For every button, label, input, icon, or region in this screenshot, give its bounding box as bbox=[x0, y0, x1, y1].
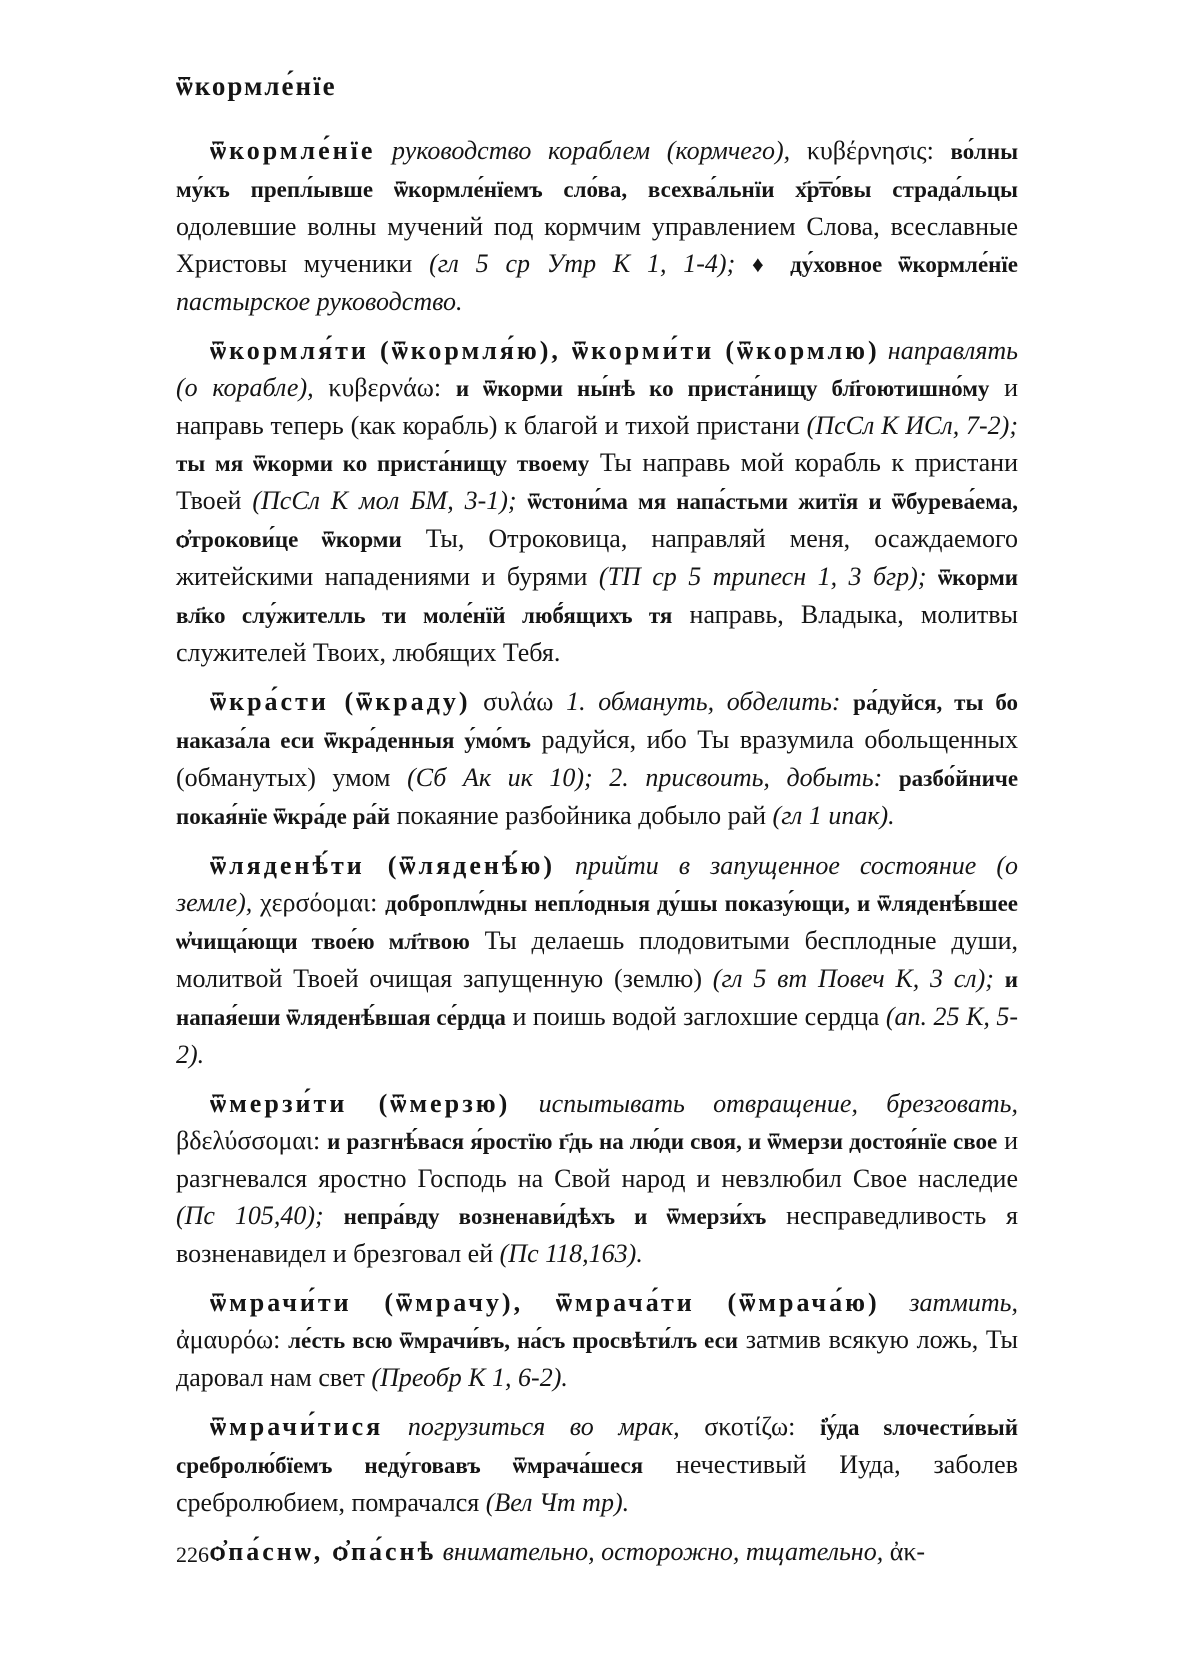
dictionary-entry bbox=[176, 1085, 1018, 1272]
entry-definition: затмить, bbox=[909, 1288, 1018, 1317]
greek-equivalent: βδελύσσομαι: bbox=[176, 1126, 321, 1155]
russian-translation: радуйся, ибо Ты вразумила обольщенных (обманутых) умом bbox=[176, 725, 1018, 792]
entry-definition: 1. обмануть, обделить: bbox=[566, 687, 841, 716]
entry-headword: ѿкормле́нїе bbox=[210, 136, 376, 165]
entry-headword: ѿмрачи́ти (ѿмрачу), ѿмрача́ти (ѿмрача́ю) bbox=[210, 1288, 880, 1317]
entry-headword: ѿкормля́ти (ѿкормля́ю), ѿкорми́ти (ѿкормлю) bbox=[210, 336, 880, 365]
church-slavonic-quote: ты мя ѿкорми ко приста́нищу твоему bbox=[176, 451, 590, 476]
church-slavonic-quote: и разгнѣ́вася я́ростїю г҃дь на лю́ди своя, и ѿмерзи достоя́нїе свое bbox=[327, 1129, 998, 1154]
russian-translation: покаяние разбойника добыло рай bbox=[396, 801, 767, 830]
source-reference: (Пс 105,40); bbox=[176, 1201, 324, 1230]
entry-headword: ѻ҆па́снѡ, ѻ҆па́снѣ bbox=[210, 1537, 437, 1566]
church-slavonic-quote: ле́сть всю ѿмрачи́въ, на́съ просвѣти́лъ еси bbox=[288, 1328, 739, 1353]
source-reference: (ПсСл К ИСл, 7-2); bbox=[806, 411, 1019, 440]
greek-equivalent: χερσόομαι: bbox=[260, 888, 378, 917]
church-slavonic-quote: непра́вду возненави́дѣхъ и ѿмерзи́хъ bbox=[343, 1204, 767, 1229]
church-slavonic-quote: ѿкорми вл҃ко слу́жителль ти моле́нїй люб́ящихъ тя bbox=[176, 565, 1018, 628]
russian-translation: затмив всякую ложь, Ты даровал нам свет bbox=[176, 1325, 1018, 1392]
dictionary-entry bbox=[176, 1284, 1018, 1396]
russian-translation: Ты направь мой корабль к пристани Твоей bbox=[176, 448, 1018, 515]
source-reference: (Сб Ак ик 10); bbox=[407, 763, 593, 792]
greek-equivalent: κυβερνάω: bbox=[328, 373, 442, 402]
church-slavonic-quote: доброплѡ́дны непл́одныя ду́шы показу́ющи, и ѿляденѣ́вшее ѡ҆чища́ющи твое́ю мл҃твою bbox=[176, 891, 1019, 954]
entry-headword: ѿмрачи́тися bbox=[210, 1412, 384, 1441]
russian-translation: Ты, Отроковица, направляй меня, осаждаемого житейскими нападениями и бурями bbox=[176, 524, 1019, 591]
entry-definition: внимательно, осторожно, тщательно, bbox=[442, 1537, 884, 1566]
dictionary-entry bbox=[176, 1533, 1018, 1570]
entry-headword: ѿляденѣ́ти (ѿляденѣ́ю) bbox=[210, 851, 555, 880]
russian-translation: несправедливость я возненавидел и брезговал ей bbox=[176, 1201, 1019, 1268]
church-slavonic-phrase: ♦ ду́ховное ѿкормле́нїе bbox=[752, 252, 1019, 277]
russian-translation: направь, Владыка, молитвы служителей Твоих, любящих Тебя. bbox=[176, 600, 1019, 667]
russian-translation: и направь теперь (как корабль) к благой и тихой пристани bbox=[176, 373, 1019, 440]
source-reference: (гл 1 ипак). bbox=[772, 801, 895, 830]
dictionary-entry bbox=[176, 132, 1018, 320]
entry-definition: погрузиться во мрак, bbox=[407, 1412, 680, 1441]
greek-equivalent: ἀκ- bbox=[889, 1537, 926, 1566]
entry-definition: руководство кораблем (кормчего), bbox=[392, 136, 791, 165]
dictionary-entry bbox=[176, 847, 1018, 1073]
entry-definition: прийти в запущенное состояние (о земле), bbox=[176, 851, 1018, 917]
entry-headword: ѿкра́сти (ѿкраду) bbox=[210, 687, 471, 716]
greek-equivalent: συλάω bbox=[483, 687, 554, 716]
entry-headword: ѿмерзи́ти (ѿмерзю) bbox=[210, 1089, 511, 1118]
entry-definition: 2. присвоить, добыть: bbox=[609, 763, 883, 792]
source-reference: (ап. 25 К, 5-2). bbox=[176, 1002, 1019, 1069]
greek-equivalent: κυβέρνησις: bbox=[806, 136, 934, 165]
running-head: ѿкормле́нїе bbox=[176, 71, 337, 101]
dictionary-entry bbox=[176, 332, 1018, 671]
church-slavonic-quote: разбо́йниче покая́нїе ѿкра́де ра́й bbox=[176, 766, 1019, 829]
source-reference: (гл 5 вт Повеч К, 3 сл); bbox=[712, 964, 994, 993]
dictionary-entry bbox=[176, 1408, 1018, 1521]
greek-equivalent: σκοτίζω: bbox=[704, 1412, 796, 1441]
entry-definition: направлять (о корабле), bbox=[176, 336, 1019, 402]
source-reference: (гл 5 ср Утр К 1, 1-4); bbox=[429, 249, 736, 278]
russian-translation: и разгневался яростно Господь на Свой народ и невзлюбил Свое наследие bbox=[176, 1126, 1019, 1193]
church-slavonic-quote: і҆у́да ѕлочести́вый сребролю́бїемъ неду́говавъ ѿмрача́шеся bbox=[176, 1415, 1019, 1478]
source-reference: (Пс 118,163). bbox=[499, 1239, 643, 1268]
dictionary-entry bbox=[176, 683, 1018, 835]
phrase-definition: пастырское руководство. bbox=[176, 287, 463, 316]
church-slavonic-quote: и ѿкорми ны́нѣ ко приста́нищу бл҃гоютишно́му bbox=[455, 376, 990, 401]
russian-translation: нечестивый Иуда, заболев сребролюбием, помрачался bbox=[176, 1450, 1018, 1517]
source-reference: (ПсСл К мол БМ, 3-1); bbox=[252, 486, 517, 515]
source-reference: (Вел Чт тр). bbox=[485, 1488, 630, 1517]
source-reference: (Преобр К 1, 6-2). bbox=[371, 1363, 568, 1392]
church-slavonic-quote: ѿстони́ма мя напа́стьми житїя и ѿбурева́ема, ѻ҆трокови́це ѿкорми bbox=[176, 489, 1019, 552]
church-slavonic-quote: во́лны му́къ препл́ывше ѿкормле́нїемъ сло́ва, всехва́льнїи х҃р͞то́вы страда́льцы bbox=[176, 139, 1019, 202]
russian-translation: и поишь водой заглохшие сердца bbox=[512, 1002, 880, 1031]
entry-definition: испытывать отвращение, брезговать, bbox=[538, 1089, 1019, 1118]
dictionary-page bbox=[176, 68, 1018, 1598]
russian-translation: Ты делаешь плодовитыми бесплодные души, молитвой Твоей очищая запущенную (землю) bbox=[176, 926, 1018, 993]
source-reference: (ТП ср 5 трипесн 1, 3 бгр); bbox=[598, 562, 927, 591]
church-slavonic-quote: и напая́еши ѿляденѣ́вшая се́рдца bbox=[176, 967, 1019, 1030]
page-number: 226 bbox=[176, 1542, 209, 1567]
greek-equivalent: ἀμαυρόω: bbox=[176, 1325, 281, 1354]
church-slavonic-quote: ра́дуйся, ты бо наказа́ла еси ѿкра́денныя у́мо́мъ bbox=[176, 690, 1019, 753]
dictionary-entries bbox=[176, 132, 1018, 1582]
russian-translation: одолевшие волны мучений под кормчим управлением Слова, всеславные Христовы мученики bbox=[176, 212, 1018, 278]
